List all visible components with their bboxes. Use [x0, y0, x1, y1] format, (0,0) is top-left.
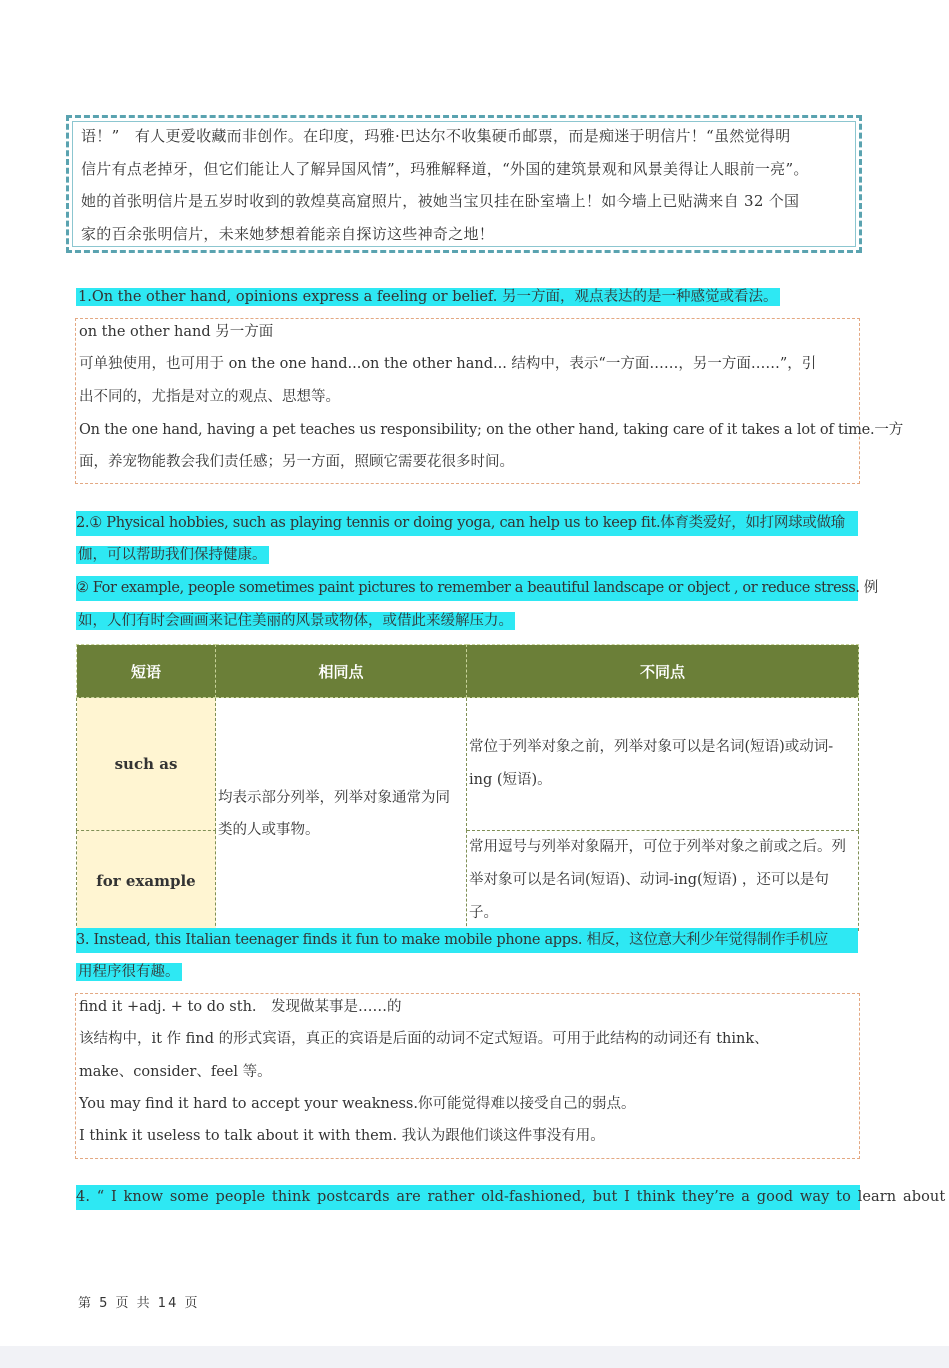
comparison-table [76, 644, 859, 931]
table-row [77, 698, 859, 831]
item2-line1: 2.① Physical hobbies, such as playing tennis or doing yoga, can help us to keep fit.体育类爱好，如打网球或做瑜 [76, 515, 845, 531]
note-line: 该结构中，it 作 find 的形式宾语，真正的宾语是后面的动词不定式短语。可用于此结构的动词还有 think、 [79, 1031, 769, 1047]
note-line: make、consider、feel 等。 [79, 1064, 272, 1080]
intro-line: 家的百余张明信片，未来她梦想着能亲自探访这些神奇之地！ [81, 224, 495, 243]
note-line: find it +adj. + to do sth. 发现做某事是……的 [79, 999, 402, 1015]
item2-line2: 伽，可以帮助我们保持健康。 [78, 547, 267, 563]
table-row [77, 831, 859, 931]
note-line: I think it useless to talk about it with them. 我认为跟他们谈这件事没有用。 [79, 1128, 605, 1144]
intro-line: 语！” 有人更爱收藏而非创作。在印度，玛雅·巴达尔不收集硬币邮票，而是痴迷于明信片！“虽然觉得明 [81, 127, 791, 145]
header-phrase: 短语 [77, 645, 216, 698]
header-common: 相同点 [216, 645, 467, 698]
note-line: 面，养宠物能教会我们责任感；另一方面，照顾它需要花很多时间。 [79, 454, 514, 470]
term-such-as: such as [77, 698, 216, 831]
note-line: You may find it hard to accept your weakness.你可能觉得难以接受自己的弱点。 [79, 1096, 636, 1112]
note-line: 可单独使用，也可用于 on the one hand...on the other hand... 结构中，表示“一方面……，另一方面……”，引 [79, 356, 817, 372]
item2-line4: 如，人们有时会画画来记住美丽的风景或物体，或借此来缓解压力。 [78, 613, 513, 629]
note-line: 出不同的，尤指是对立的观点、思想等。 [79, 389, 340, 405]
common-point-cell: 均表示部分列举，列举对象通常为同类的人或事物。 [216, 698, 467, 931]
header-difference: 不同点 [467, 645, 859, 698]
diff-such-as: 常位于列举对象之前，列举对象可以是名词(短语)或动词-ing (短语)。 [467, 698, 859, 831]
note-line: on the other hand 另一方面 [79, 324, 274, 340]
table-header-row [77, 645, 859, 698]
item4-line1: 4. “ I know some people think postcards are rather old-fashioned, but I think they’re a good way to learn about [76, 1189, 946, 1205]
item1-note-box [75, 318, 904, 484]
item3-note-box [75, 993, 860, 1159]
intro-line: 信片有点老掉牙，但它们能让人了解异国风情”，玛雅解释道，“外国的建筑景观和风景美得让人眼前一亮”。 [81, 159, 809, 178]
term-for-example: for example [77, 831, 216, 931]
intro-line: 她的首张明信片是五岁时收到的敦煌莫高窟照片，被她当宝贝挂在卧室墙上！如今墙上已贴满来自 32 个国 [81, 192, 800, 210]
item3-line2: 用程序很有趣。 [78, 964, 180, 980]
note-line: On the one hand, having a pet teaches us responsibility; on the other hand, taking care of it takes a lot of time.一方 [79, 422, 904, 438]
item3-line1: 3. Instead, this Italian teenager finds it fun to make mobile phone apps. 相反，这位意大利少年觉得制作手机应 [76, 932, 828, 948]
intro-text-box [66, 115, 862, 253]
item1-sentence: 1.On the other hand, opinions express a feeling or belief. 另一方面，观点表达的是一种感觉或看法。 [78, 289, 778, 305]
page-edge [0, 1346, 949, 1368]
intro-text [81, 120, 857, 250]
item2-line3: ② For example, people sometimes paint pictures to remember a beautiful landscape or object , or reduce stress. 例 [76, 580, 878, 596]
page-footer: 第 5 页 共 14 页 [78, 1296, 200, 1311]
diff-for-example: 常用逗号与列举对象隔开，可位于列举对象之前或之后。列举对象可以是名词(短语)、动词-ing(短语) ，还可以是句子。 [467, 831, 859, 931]
